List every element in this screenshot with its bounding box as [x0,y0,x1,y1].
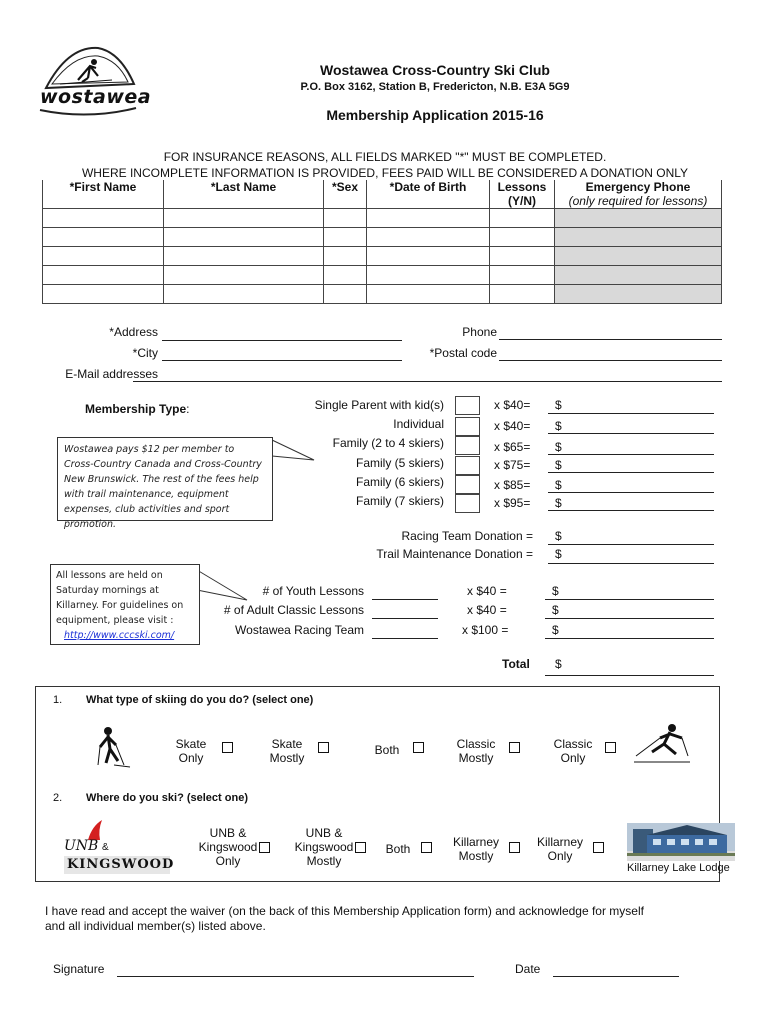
lesson-amount-field[interactable] [545,618,714,619]
membership-amount-field[interactable] [548,472,714,473]
q2-checkbox-killarney-mostly[interactable] [509,842,520,853]
q1-checkbox-skate-only[interactable] [222,742,233,753]
lesson-qty-field[interactable] [372,618,438,619]
q1-option-label: Classic Mostly [456,737,496,765]
sex-cell[interactable] [324,247,367,266]
q1-option-label: Classic Only [553,737,593,765]
membership-callout-text: Wostawea pays $12 per member to Cross-Country Canada and Cross-Country New Brunswick. The rest of the fees help with trail maintenance, equipment expenses, club activities and sport promotion. [64,444,262,530]
q1-checkbox-classic-only[interactable] [605,742,616,753]
membership-option-row [0,398,770,417]
sex-cell[interactable] [324,209,367,228]
membership-option-price: x $75= [494,458,531,472]
killarney-lodge-photo [627,823,735,861]
membership-option-label: Family (6 skiers) [355,475,444,489]
lessons-cell[interactable] [490,285,555,304]
question-1: What type of skiing do you do? (select one) [86,694,314,706]
phone-label: Phone [462,325,497,339]
lesson-item-label: Wostawea Racing Team [235,623,364,637]
dollar-sign: $ [552,603,559,617]
last-name-cell[interactable] [164,285,324,304]
last-name-cell[interactable] [164,247,324,266]
membership-option-label: Single Parent with kid(s) [314,398,444,412]
dollar-sign: $ [555,398,562,412]
q1-option-label: Skate Mostly [269,737,305,765]
first-name-cell[interactable] [43,285,164,304]
membership-qty-box[interactable] [455,475,480,494]
sex-cell[interactable] [324,266,367,285]
membership-option-price: x $40= [494,419,531,433]
membership-amount-field[interactable] [548,433,714,434]
lesson-item-row [0,603,770,623]
total-label: Total [502,657,530,671]
membership-option-label: Family (2 to 4 skiers) [332,436,444,450]
first-name-cell[interactable] [43,228,164,247]
phone-field[interactable] [499,339,722,340]
q2-option-label: Both [385,842,411,856]
members-table [42,180,722,304]
membership-option-price: x $95= [494,496,531,510]
col-last-name: *Last Name [164,180,324,209]
question-2-number: 2. [53,792,63,804]
membership-qty-box[interactable] [455,417,480,436]
city-label: *City [132,346,158,360]
racing-donation-field[interactable] [548,544,714,545]
membership-option-row [0,456,770,475]
dob-cell[interactable] [367,266,490,285]
postal-code-field[interactable] [499,360,722,361]
membership-option-price: x $40= [494,398,531,412]
lesson-amount-field[interactable] [545,638,714,639]
lessons-callout-line: All lessons are held on [56,570,163,581]
dollar-sign: $ [555,440,562,454]
dob-cell[interactable] [367,209,490,228]
phone-cell[interactable] [555,228,722,247]
membership-qty-box[interactable] [455,456,480,475]
table-row [43,266,722,285]
lesson-item-label: # of Youth Lessons [262,584,364,598]
lessons-callout-line: Killarney. For guidelines on [56,600,184,611]
col-dob: *Date of Birth [367,180,490,209]
membership-qty-box[interactable] [455,494,480,513]
membership-option-price: x $85= [494,478,531,492]
racing-donation-label: Racing Team Donation = [401,529,533,543]
form-title: Membership Application 2015-16 [326,107,544,123]
skate-skier-icon [96,725,138,770]
membership-option-row [0,475,770,494]
waiver-line-1: I have read and accept the waiver (on the back of this Membership Application form) and acknowledge for myself [45,904,644,918]
waiver-line-2: and all individual member(s) listed above. [45,919,266,933]
q2-checkbox-killarney-only[interactable] [593,842,604,853]
membership-option-label: Individual [393,417,444,431]
dob-cell[interactable] [367,247,490,266]
lesson-qty-field[interactable] [372,638,438,639]
membership-amount-field[interactable] [548,492,714,493]
dollar-sign: $ [555,419,562,433]
lesson-item-price: x $40 = [467,584,507,598]
q1-checkbox-skate-mostly[interactable] [318,742,329,753]
table-row [43,209,722,228]
table-row [43,247,722,266]
table-row [43,285,722,304]
date-field[interactable] [553,976,679,977]
membership-qty-box[interactable] [455,436,480,455]
question-2: Where do you ski? (select one) [86,792,248,804]
dollar-sign: $ [552,584,559,598]
lessons-cell[interactable] [490,266,555,285]
question-1-number: 1. [53,694,63,706]
lesson-item-label: # of Adult Classic Lessons [223,603,364,617]
total-field[interactable] [545,675,714,676]
table-row [43,228,722,247]
lessons-cell[interactable] [490,209,555,228]
notice-line-1: FOR INSURANCE REASONS, ALL FIELDS MARKED "*" MUST BE COMPLETED. [163,150,607,164]
q1-checkbox-classic-mostly[interactable] [509,742,520,753]
sex-cell[interactable] [324,285,367,304]
lessons-callout-line: equipment, please visit : [56,615,174,626]
dollar-sign: $ [555,496,562,510]
dob-cell[interactable] [367,228,490,247]
phone-cell[interactable] [555,266,722,285]
membership-option-row [0,417,770,436]
trail-donation-label: Trail Maintenance Donation = [376,547,533,561]
dob-cell[interactable] [367,285,490,304]
dollar-sign: $ [555,657,562,671]
col-first-name: *First Name [43,180,164,209]
trail-donation-field[interactable] [548,563,714,564]
email-field[interactable] [133,381,722,382]
lesson-item-price: x $40 = [467,603,507,617]
last-name-cell[interactable] [164,266,324,285]
dollar-sign: $ [555,547,562,561]
unb-text: UNB [64,838,99,854]
address-field[interactable] [162,340,402,341]
lesson-item-row [0,584,770,604]
unb-kingswood-logo [62,818,175,876]
dollar-sign: $ [555,529,562,543]
q1-option-label: Skate Only [175,737,207,765]
classic-skier-icon [630,722,692,766]
first-name-cell[interactable] [43,266,164,285]
lodge-caption: Killarney Lake Lodge [627,862,730,874]
dollar-sign: $ [555,478,562,492]
sex-cell[interactable] [324,228,367,247]
postal-code-label: *Postal code [429,346,497,360]
membership-option-label: Family (5 skiers) [355,456,444,470]
signature-label: Signature [53,962,105,976]
q1-option-label: Both [374,743,400,757]
col-emergency-phone: Emergency Phone (only required for lessons) [555,180,722,209]
q1-checkbox-both[interactable] [413,742,424,753]
membership-type-heading: Membership Type: [85,402,190,416]
col-lessons: Lessons (Y/N) [490,180,555,209]
lessons-cell[interactable] [490,228,555,247]
cccski-link[interactable]: http://www.cccski.com/ [64,630,175,641]
ampersand: & [102,842,109,853]
q2-checkbox-unb-only[interactable] [259,842,270,853]
club-name: Wostawea Cross-Country Ski Club [319,62,550,78]
address-label: *Address [109,325,158,339]
lesson-amount-field[interactable] [545,599,714,600]
q2-option-label: Killarney Only [536,835,584,863]
phone-cell[interactable] [555,209,722,228]
lesson-qty-field[interactable] [372,599,438,600]
last-name-cell[interactable] [164,228,324,247]
signature-field[interactable] [117,976,474,977]
first-name-cell[interactable] [43,247,164,266]
dollar-sign: $ [555,458,562,472]
lesson-item-price: x $100 = [462,623,509,637]
logo-text: wostawea [40,86,152,108]
q2-checkbox-unb-mostly[interactable] [355,842,366,853]
last-name-cell[interactable] [164,209,324,228]
lessons-cell[interactable] [490,247,555,266]
membership-option-price: x $65= [494,440,531,454]
phone-cell[interactable] [555,285,722,304]
date-label: Date [515,962,541,976]
col-sex: *Sex [324,180,367,209]
notice-line-2: WHERE INCOMPLETE INFORMATION IS PROVIDED, FEES PAID WILL BE CONSIDERED A DONATION ONLY [81,166,689,180]
q2-option-label: UNB & Kingswood Only [198,826,258,868]
q2-checkbox-both[interactable] [421,842,432,853]
membership-amount-field[interactable] [548,510,714,511]
first-name-cell[interactable] [43,209,164,228]
q2-option-label: Killarney Mostly [452,835,500,863]
membership-option-row [0,436,770,455]
membership-amount-field[interactable] [548,454,714,455]
membership-qty-box[interactable] [455,396,480,415]
membership-amount-field[interactable] [548,413,714,414]
kingswood-text: KINGSWOOD [64,856,170,874]
email-label: E-Mail addresses [65,367,158,381]
membership-option-row [0,494,770,513]
city-field[interactable] [162,360,402,361]
club-address: P.O. Box 3162, Station B, Fredericton, N.B. E3A 5G9 [300,81,570,93]
lesson-item-row [0,623,770,643]
membership-option-label: Family (7 skiers) [355,494,444,508]
phone-cell[interactable] [555,247,722,266]
lessons-callout-line: Saturday mornings at [56,585,159,596]
dollar-sign: $ [552,623,559,637]
q2-option-label: UNB & Kingswood Mostly [294,826,354,868]
